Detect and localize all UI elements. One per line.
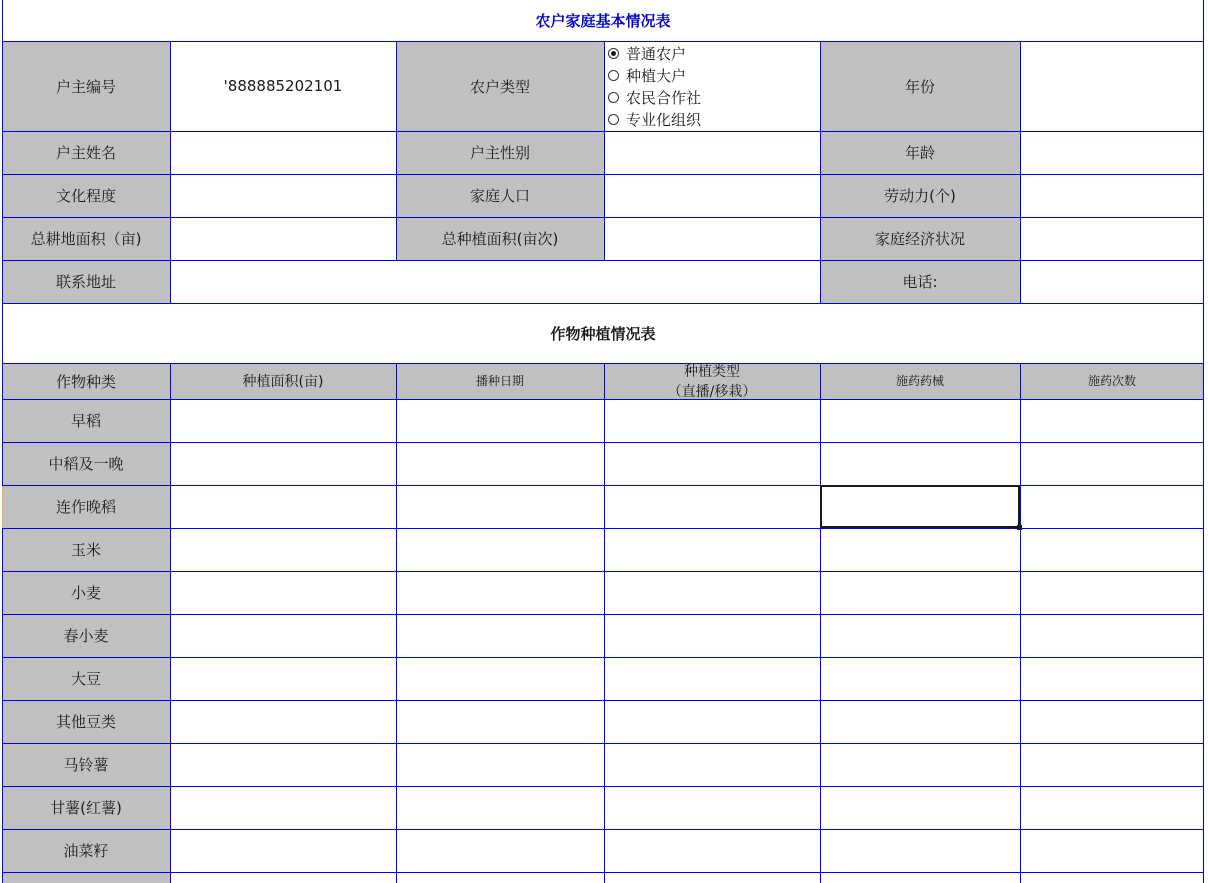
age-label: 年龄 <box>820 131 1020 174</box>
grid-line-v <box>604 363 605 883</box>
address-value[interactable] <box>170 260 820 303</box>
grid-line-h <box>2 303 1204 304</box>
crop-data-cell[interactable] <box>396 872 604 883</box>
farmer-type-option-label: 专业化组织 <box>626 110 702 129</box>
crop-data-cell[interactable] <box>1020 700 1204 743</box>
planting-type-header: 种植类型 （直播/移栽） <box>604 363 820 399</box>
head-gender-value[interactable] <box>604 131 820 174</box>
crop-data-cell[interactable] <box>820 743 1020 786</box>
grid-line-h <box>2 485 1204 486</box>
year-label: 年份 <box>820 41 1020 131</box>
crop-row-label: 连作晚稻 <box>2 485 170 528</box>
crop-data-cell[interactable] <box>604 872 820 883</box>
education-label: 文化程度 <box>2 174 170 217</box>
grid-line-v <box>2 0 3 883</box>
form-title: 农户家庭基本情况表 <box>535 12 671 30</box>
household-id-value[interactable]: '888885202101 <box>223 77 343 95</box>
crop-data-cell[interactable] <box>820 786 1020 829</box>
crop-data-cell[interactable] <box>396 528 604 571</box>
crop-row-label: 中稻及一晚 <box>2 442 170 485</box>
crop-data-cell[interactable] <box>604 700 820 743</box>
family-size-label: 家庭人口 <box>396 174 604 217</box>
crop-data-cell[interactable] <box>170 829 396 872</box>
crop-data-cell[interactable] <box>820 700 1020 743</box>
crop-data-cell[interactable] <box>1020 743 1204 786</box>
crop-row-label: 春小麦 <box>2 614 170 657</box>
grid-line-v <box>170 41 171 303</box>
crop-data-cell[interactable] <box>1020 485 1204 528</box>
grid-line-v <box>170 363 171 883</box>
household-id-label: 户主编号 <box>2 41 170 131</box>
crop-row-label: 大豆 <box>2 657 170 700</box>
crop-row-label: 玉米 <box>2 528 170 571</box>
farmer-type-option[interactable] <box>608 86 822 108</box>
crop-data-cell[interactable] <box>820 872 1020 883</box>
grid-line-h <box>2 442 1204 443</box>
crop-data-cell[interactable] <box>396 657 604 700</box>
crop-data-cell[interactable] <box>1020 571 1204 614</box>
labor-value[interactable] <box>1020 174 1204 217</box>
farmer-type-option-label: 普通农户 <box>626 44 687 63</box>
crop-data-cell[interactable] <box>820 614 1020 657</box>
grid-line-h <box>2 657 1204 658</box>
crop-data-cell[interactable] <box>604 528 820 571</box>
total-planting-label: 总种植面积(亩次) <box>396 217 604 260</box>
grid-line-v <box>396 41 397 260</box>
crop-data-cell[interactable] <box>820 571 1020 614</box>
radio-dot-icon <box>611 51 616 56</box>
grid-line-h <box>2 260 1204 261</box>
crop-data-cell[interactable] <box>170 786 396 829</box>
crops-title: 作物种植情况表 <box>550 324 656 343</box>
crop-data-cell[interactable] <box>1020 528 1204 571</box>
age-value[interactable] <box>1020 131 1204 174</box>
selected-cell-outline <box>820 485 1020 528</box>
grid-line-v <box>604 41 605 260</box>
grid-line-v <box>820 41 821 303</box>
radio-selected-icon[interactable] <box>608 48 619 59</box>
crop-data-cell[interactable] <box>396 786 604 829</box>
crop-data-cell[interactable] <box>170 485 396 528</box>
total-farmland-label: 总耕地面积（亩) <box>2 217 170 260</box>
radio-unselected-icon[interactable] <box>608 92 619 103</box>
crop-row-label: 马铃薯 <box>2 743 170 786</box>
crop-data-cell[interactable] <box>170 614 396 657</box>
crop-data-cell[interactable] <box>604 743 820 786</box>
spreadsheet <box>2 0 1204 883</box>
radio-unselected-icon[interactable] <box>608 114 619 125</box>
crop-data-cell[interactable] <box>170 399 396 442</box>
farmer-type-option[interactable] <box>608 108 822 130</box>
active-row-marker <box>2 486 3 528</box>
crop-data-cell[interactable] <box>820 528 1020 571</box>
crop-data-cell[interactable] <box>1020 786 1204 829</box>
family-size-value[interactable] <box>604 174 820 217</box>
sowing-date-header: 播种日期 <box>396 363 604 399</box>
crop-data-cell[interactable] <box>1020 442 1204 485</box>
crop-data-cell[interactable] <box>396 700 604 743</box>
grid-line-h <box>2 872 1204 873</box>
grid-line-h <box>2 41 1204 42</box>
farmer-type-option-label: 农民合作社 <box>626 88 702 107</box>
crop-data-cell[interactable] <box>396 485 604 528</box>
address-label: 联系地址 <box>2 260 170 303</box>
phone-label: 电话: <box>820 260 1020 303</box>
crop-type-header: 作物种类 <box>2 363 170 399</box>
crop-data-cell[interactable] <box>604 399 820 442</box>
grid-line-v <box>820 363 821 883</box>
crop-data-cell[interactable] <box>1020 399 1204 442</box>
crop-data-cell[interactable] <box>170 571 396 614</box>
farmer-type-option[interactable] <box>608 64 822 86</box>
head-name-value[interactable] <box>170 131 396 174</box>
pesticide-equipment-header: 施药药械 <box>820 363 1020 399</box>
crop-row-label: 其他豆类 <box>2 700 170 743</box>
education-value[interactable] <box>170 174 396 217</box>
grid-line-v <box>1020 41 1021 303</box>
phone-value[interactable] <box>1020 260 1204 303</box>
crop-data-cell[interactable] <box>1020 657 1204 700</box>
grid-line-h <box>2 700 1204 701</box>
crop-data-cell[interactable] <box>170 442 396 485</box>
farmer-type-radio-group <box>608 42 822 130</box>
total-planting-value[interactable] <box>604 217 820 260</box>
grid-line-h <box>2 174 1204 175</box>
crop-data-cell[interactable] <box>820 399 1020 442</box>
farmer-type-option-label: 种植大户 <box>626 66 687 85</box>
crop-data-cell[interactable] <box>604 485 820 528</box>
total-farmland-value[interactable] <box>170 217 396 260</box>
crop-data-cell[interactable] <box>170 657 396 700</box>
crop-data-cell[interactable] <box>604 442 820 485</box>
economic-status-label: 家庭经济状况 <box>820 217 1020 260</box>
crop-data-cell[interactable] <box>604 657 820 700</box>
crop-data-cell[interactable] <box>1020 614 1204 657</box>
crop-data-cell[interactable] <box>604 571 820 614</box>
grid-line-v <box>1203 0 1204 883</box>
crop-data-cell[interactable] <box>396 743 604 786</box>
crop-row-label: 油菜籽 <box>2 829 170 872</box>
crop-row-label: 小麦 <box>2 571 170 614</box>
grid-line-h <box>2 743 1204 744</box>
year-value[interactable] <box>1020 41 1204 131</box>
crop-data-cell[interactable] <box>604 829 820 872</box>
grid-line-h <box>2 363 1204 364</box>
crop-data-cell[interactable] <box>396 829 604 872</box>
grid-line-v <box>1020 363 1021 883</box>
grid-line-h <box>2 829 1204 830</box>
head-gender-label: 户主性别 <box>396 131 604 174</box>
crop-data-cell[interactable] <box>396 614 604 657</box>
radio-unselected-icon[interactable] <box>608 70 619 81</box>
grid-line-h <box>2 528 1204 529</box>
grid-line-h <box>2 217 1204 218</box>
grid-line-v <box>396 363 397 883</box>
crop-data-cell[interactable] <box>1020 829 1204 872</box>
head-name-label: 户主姓名 <box>2 131 170 174</box>
grid-line-h <box>2 399 1204 400</box>
crop-data-cell[interactable] <box>396 399 604 442</box>
crop-data-cell[interactable] <box>170 700 396 743</box>
crop-row-label: 早稻 <box>2 399 170 442</box>
grid-line-h <box>2 131 1204 132</box>
area-header: 种植面积(亩) <box>170 363 396 399</box>
crop-row-label: 甘薯(红薯) <box>2 786 170 829</box>
labor-label: 劳动力(个) <box>820 174 1020 217</box>
crop-data-cell[interactable] <box>1020 872 1204 883</box>
grid-line-h <box>2 571 1204 572</box>
crop-data-cell[interactable] <box>820 829 1020 872</box>
crop-data-cell[interactable] <box>396 571 604 614</box>
selection-fill-handle[interactable] <box>1017 525 1022 530</box>
spray-count-header: 施药次数 <box>1020 363 1204 399</box>
crop-data-cell[interactable] <box>604 614 820 657</box>
economic-status-value[interactable] <box>1020 217 1204 260</box>
farmer-type-option[interactable] <box>608 42 822 64</box>
farmer-type-label: 农户类型 <box>396 41 604 131</box>
crop-row-label <box>2 872 170 883</box>
crop-data-cell[interactable] <box>820 442 1020 485</box>
crop-data-cell[interactable] <box>170 743 396 786</box>
grid-line-h <box>2 786 1204 787</box>
crop-data-cell[interactable] <box>396 442 604 485</box>
crop-data-cell[interactable] <box>820 657 1020 700</box>
crop-data-cell[interactable] <box>170 872 396 883</box>
crop-data-cell[interactable] <box>170 528 396 571</box>
crop-data-cell[interactable] <box>604 786 820 829</box>
grid-line-h <box>2 614 1204 615</box>
